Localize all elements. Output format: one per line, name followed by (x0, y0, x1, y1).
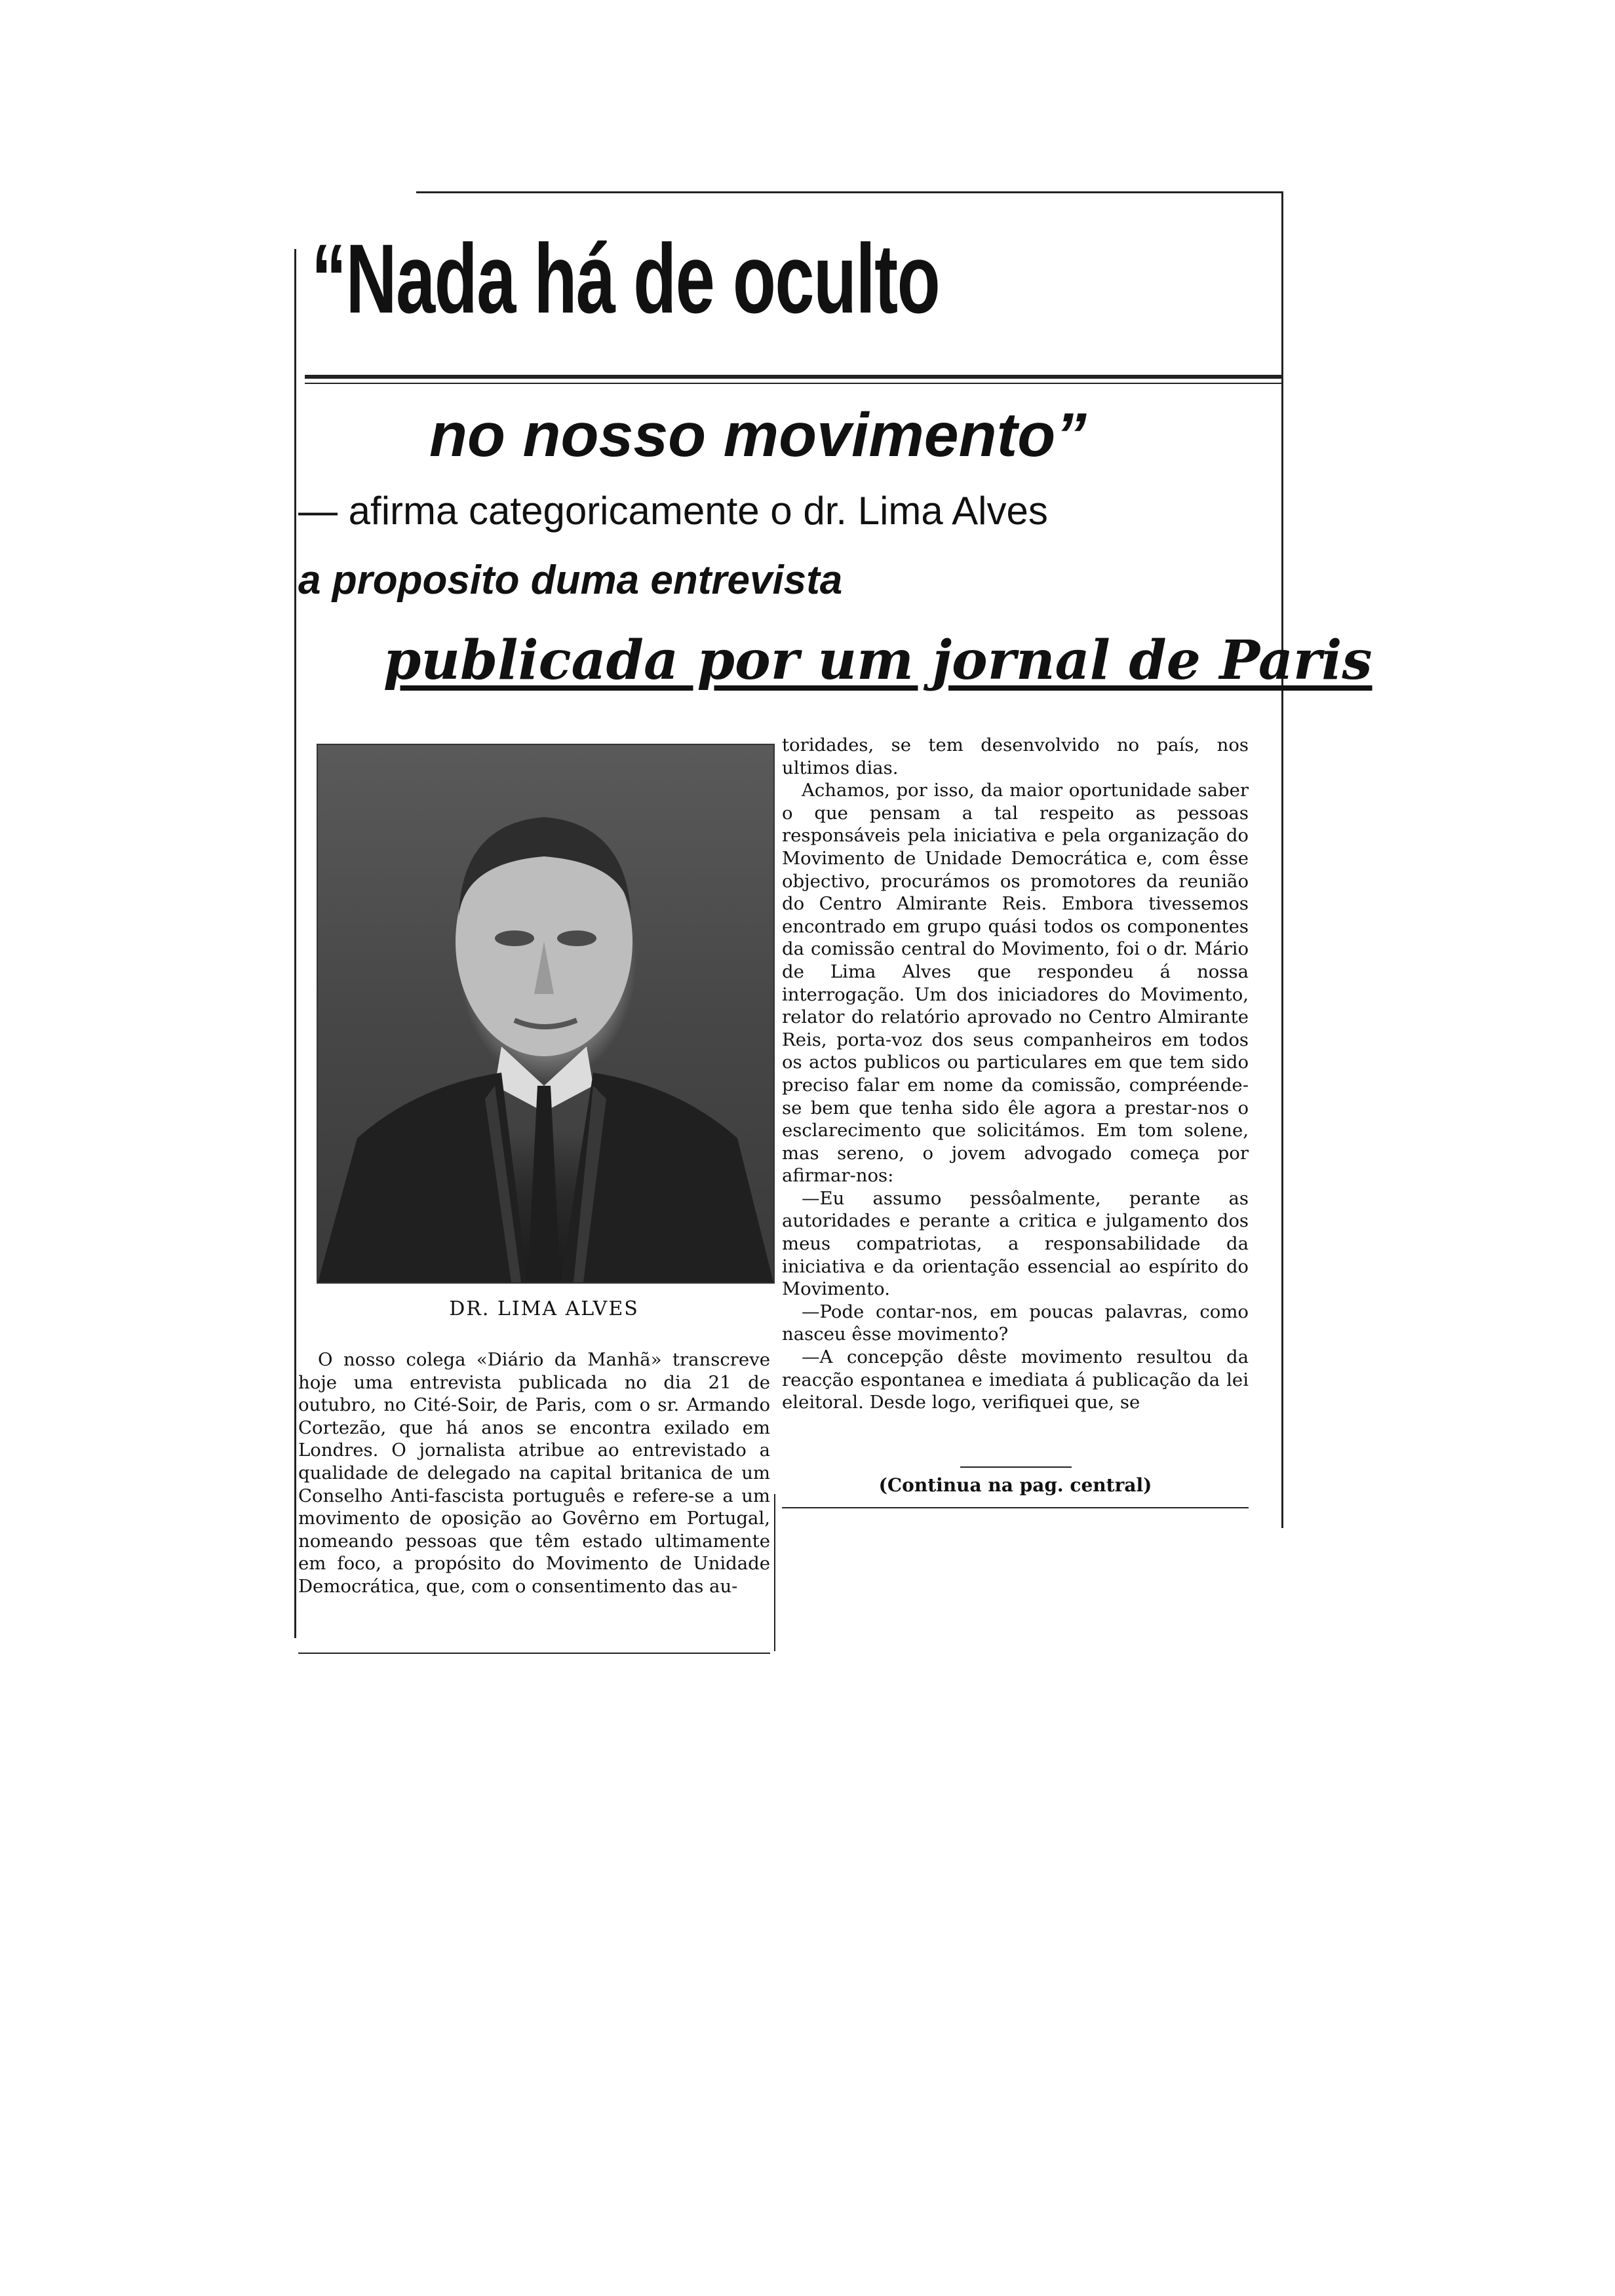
newspaper-clipping (298, 190, 1372, 1651)
left-column-end-rule (298, 1653, 770, 1654)
right-paragraph-2: Achamos, por isso, da maior oportunidade saber o que pensam a tal respeito as pessoas responsáveis pela iniciativa e pela organização do Movimento de Unidade Democrática e, com êsse objectivo, procurámos os promotores da reunião do Centro Almirante Reis. Embora tivessemos encontrado em grupo quási todos os componentes da comissão central do Movimento, foi o dr. Mário de Lima Alves que respondeu á nossa interrogação. Um dos iniciadores do Movimento, relator do relatório aprovado no Centro Almirante Reis, porta-voz dos seus companheiros em todos os actos publicos ou particulares em que tem sido preciso falar em nome da comissão, compréende-se bem que tenha sido êle agora a prestar-nos o esclarecimento que solicitámos. Em tom solene, mas sereno, o jovem advogado começa por afirmar-nos: (782, 780, 1249, 1187)
left-column (298, 1349, 770, 1598)
right-column (782, 734, 1249, 1414)
subtitle-line-1: a proposito duma entrevista (298, 558, 843, 603)
top-rule (416, 191, 1281, 193)
headline-rule-thin (305, 383, 1281, 384)
attribution: — afirma categoricamente o dr. Lima Alves (298, 489, 1048, 533)
right-border-rule (1281, 191, 1283, 1528)
left-paragraph: O nosso colega «Diário da Manhã» transcreve hoje uma entrevista publicada no dia 21 de outubro, no Cité-Soir, de Paris, com o sr. Armando Cortezão, que há anos se encontra exilado em Londres. O jornalista atribue ao entrevistado a qualidade de delegado na capital britanica de um Conselho Anti-fascista português e refere-se a um movimento de oposição ao Govêrno em Portugal, nomeando pessoas que têm estado ultimamente em foco, a propósito do Movimento de Unidade Democrática, que, com o consentimento das au- (298, 1349, 770, 1597)
headline: “Nada há de oculto (311, 223, 940, 334)
portrait-photo (317, 744, 775, 1284)
right-paragraph-5: —A concepção dêste movimento resultou da reacção espontanea e imediata á publicação da lei eleitoral. Desde logo, verifiquei que, se (782, 1347, 1249, 1413)
subheadline: no nosso movimento” (429, 400, 1087, 470)
portrait-illustration (318, 745, 773, 1282)
right-paragraph-1: toridades, se tem desenvolvido no país, nos ultimos dias. (782, 735, 1249, 778)
subtitle-line-2: publicada por um jornal de Paris (383, 629, 1372, 692)
left-border-rule (294, 249, 296, 1638)
continuation-note: (Continua na pag. central) (878, 1474, 1152, 1496)
headline-rule-thick (305, 375, 1281, 379)
photo-caption: DR. LIMA ALVES (449, 1297, 639, 1320)
continuation-rule (960, 1466, 1072, 1468)
right-paragraph-3: —Eu assumo pessôalmente, perante as autoridades e perante a critica e julgamento dos meus compatriotas, a responsabilidade da iniciativa e da orientação essencial ao espírito do Movimento. (782, 1187, 1249, 1300)
bottom-right-rule (782, 1507, 1249, 1508)
column-divider (774, 1494, 775, 1651)
right-paragraph-4: —Pode contar-nos, em poucas palavras, como nasceu êsse movimento? (782, 1301, 1249, 1345)
